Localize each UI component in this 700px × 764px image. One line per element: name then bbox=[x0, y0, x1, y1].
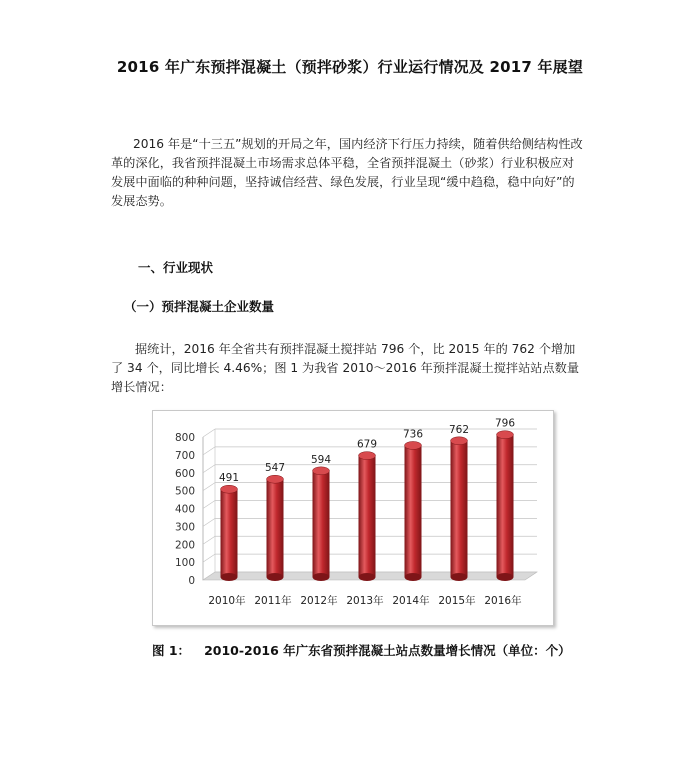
y-tick-label: 500 bbox=[174, 485, 195, 498]
data-label: 594 bbox=[310, 453, 332, 466]
bar-top bbox=[221, 485, 238, 493]
data-label: 547 bbox=[264, 462, 286, 475]
bar-chart bbox=[153, 411, 553, 625]
y-tick-label: 300 bbox=[174, 521, 195, 534]
figure-caption-label: 图 1： bbox=[152, 643, 191, 658]
data-label: 762 bbox=[448, 423, 470, 436]
document-title: 2016 年广东预拌混凝土（预拌砂浆）行业运行情况及 2017 年展望 bbox=[116, 58, 584, 76]
bar-top bbox=[497, 431, 514, 439]
gridline-side bbox=[203, 447, 215, 455]
bar bbox=[267, 479, 284, 577]
bar bbox=[221, 489, 238, 577]
bar-chart-frame bbox=[152, 410, 554, 626]
bar-top bbox=[267, 475, 284, 483]
y-tick-label: 200 bbox=[174, 539, 195, 552]
bar-top bbox=[359, 452, 376, 460]
bar-top bbox=[451, 437, 468, 445]
chart-back-top bbox=[203, 429, 537, 437]
subsection-heading: （一）预拌混凝土企业数量 bbox=[124, 299, 275, 314]
x-tick-label: 2012年 bbox=[300, 595, 338, 607]
bar-base bbox=[405, 573, 422, 581]
bar bbox=[313, 471, 330, 577]
bar bbox=[497, 435, 514, 577]
y-tick-label: 600 bbox=[174, 467, 195, 480]
x-tick-label: 2013年 bbox=[346, 595, 384, 607]
intro-paragraph: 2016 年是“十三五”规划的开局之年，国内经济下行压力持续，随着供给侧结构性改革的深化，我省预拌混凝土市场需求总体平稳，全省预拌混凝土（砂浆）行业积极应对发展中面临的种种问题，坚持诚信经营、绿色发展，行业呈现“缓中趋稳，稳中向好”的发展态势。 bbox=[111, 137, 583, 208]
bar-base bbox=[221, 573, 238, 581]
gridline-side bbox=[203, 429, 215, 437]
bar-base bbox=[313, 573, 330, 581]
y-tick-label: 800 bbox=[174, 432, 195, 444]
gridline-side bbox=[203, 501, 215, 509]
bar bbox=[359, 456, 376, 577]
y-tick-label: 0 bbox=[188, 575, 195, 587]
gridline-side bbox=[203, 518, 215, 526]
bar bbox=[405, 445, 422, 577]
data-label: 491 bbox=[218, 472, 240, 485]
y-tick-label: 400 bbox=[174, 503, 195, 516]
stats-paragraph: 据统计，2016 年全省共有预拌混凝土搅拌站 796 个，比 2015 年的 762 个增加了 34 个，同比增长 4.46%；图 1 为我省 2010～2016 年预拌混凝土搅拌站站点数量增长情况： bbox=[111, 342, 580, 394]
x-tick-label: 2016年 bbox=[484, 595, 522, 607]
y-tick-label: 100 bbox=[174, 557, 195, 570]
x-tick-label: 2015年 bbox=[438, 595, 476, 607]
bar-base bbox=[267, 573, 284, 581]
data-label: 796 bbox=[494, 417, 516, 430]
bar-top bbox=[313, 467, 330, 475]
data-label: 736 bbox=[402, 428, 424, 441]
x-tick-label: 2010年 bbox=[208, 595, 246, 607]
bar-top bbox=[405, 441, 422, 449]
gridline-side bbox=[203, 536, 215, 544]
gridline-side bbox=[203, 554, 215, 562]
figure-caption bbox=[152, 641, 571, 659]
gridline-side bbox=[203, 483, 215, 491]
section-heading: 一、行业现状 bbox=[138, 260, 214, 275]
bar bbox=[451, 441, 468, 577]
figure-caption-text: 2010-2016 年广东省预拌混凝土站点数量增长情况（单位：个） bbox=[204, 643, 571, 658]
x-tick-label: 2014年 bbox=[392, 595, 430, 607]
gridline-side bbox=[203, 465, 215, 473]
bar-base bbox=[451, 573, 468, 581]
x-tick-label: 2011年 bbox=[254, 595, 292, 607]
y-tick-label: 700 bbox=[174, 449, 195, 462]
data-label: 679 bbox=[356, 438, 378, 451]
bar-base bbox=[497, 573, 514, 581]
bar-base bbox=[359, 573, 376, 581]
